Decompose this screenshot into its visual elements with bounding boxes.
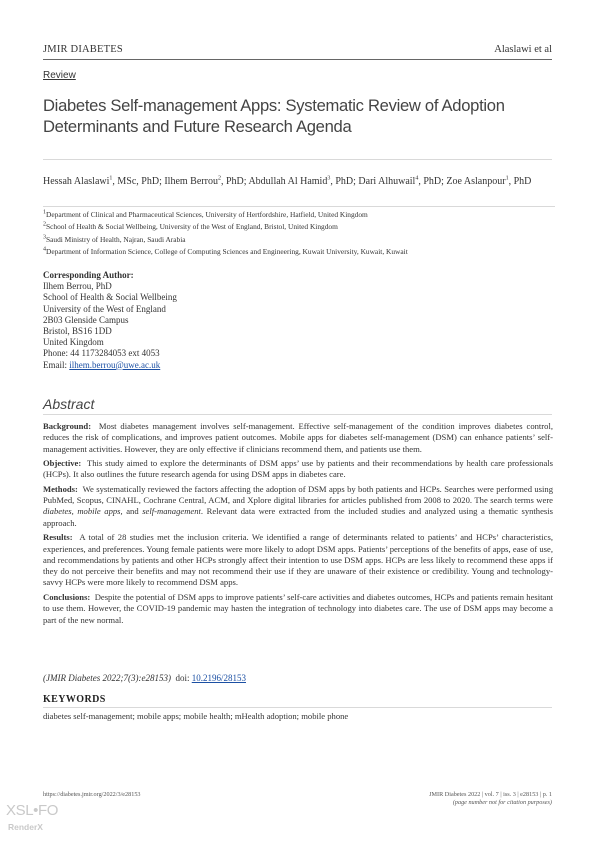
affiliation-number: 1 xyxy=(43,209,46,216)
author-degree: , PhD; xyxy=(220,176,249,187)
corresponding-author xyxy=(43,270,177,371)
corresponding-label: Corresponding Author: xyxy=(43,270,134,280)
author-affiliation-number: 3 xyxy=(327,175,331,182)
results-label: Results: xyxy=(43,532,73,543)
author-degree: , MSc, PhD; xyxy=(112,176,165,187)
affiliation-text: Department of Clinical and Pharmaceutical Sciences, University of Hertfordshire, Hatfield, United Kingdom xyxy=(46,210,368,219)
title-divider xyxy=(43,159,552,160)
methods-label: Methods: xyxy=(43,483,78,494)
abstract-conclusions xyxy=(43,592,553,626)
results-text: A total of 28 studies met the inclusion criteria. We identified a range of determinants related to patients’ and HCPs’ characteristics, experiences, and preferences. Young female patients were more likely to adopt DSM apps. Patients’ perceptions of the benefits of apps, ease of use, and recommendations by patients and other HCPs strongly affect their intention to use DSM apps. HCPs are less likely to recommend these apps if they do not perceive their benefits and may not recommend their use if they are unaware of their existence or credibility. Young and technology-savvy HCPs were more likely to recommend DSM apps. xyxy=(43,532,553,588)
email-label: Email: xyxy=(43,359,70,370)
affiliation-number: 4 xyxy=(43,246,46,253)
conclusions-text: Despite the potential of DSM apps to improve patients’ self-care activities and diabetes outcomes, HCPs and patients remain hesitant to use them. However, the COVID-19 pandemic may hasten the integration of technology into diabetes care. The use of DSM apps may become a part of the new normal. xyxy=(43,591,553,625)
methods-text: We systematically reviewed the factors affecting the adoption of DSM apps by both patients and HCPs. Searches were performed using PubMed, Scopus, CINAHL, Cochrane Central, ACM, and Xplore digital libraries for articles published from 2008 to 2020. The search terms were xyxy=(43,483,554,506)
corresponding-line: 2B03 Glenside Campus xyxy=(43,314,129,325)
keywords-divider xyxy=(43,707,552,708)
citation-ref: (JMIR Diabetes 2022;7(3):e28153) xyxy=(43,673,171,683)
conclusions-label: Conclusions: xyxy=(43,591,91,602)
footer-note: (page number not for citation purposes) xyxy=(452,799,552,807)
email-link[interactable]: ilhem.berrou@uwe.ac.uk xyxy=(69,359,161,370)
methods-conjunction: and xyxy=(122,506,143,517)
corresponding-line: United Kingdom xyxy=(43,337,104,348)
background-text: Most diabetes management involves self-management. Effective self-management of the condition improves diabetes control, reduces the risk of complications, and improves patient outcomes. Mobile apps for diabetes self-management (DSM) can enhance patients’ self-management activities. However, they are only effective if clinicians recommend them, and patients use them. xyxy=(43,421,554,454)
objective-label: Objective: xyxy=(43,458,82,469)
affiliation-number: 2 xyxy=(43,221,46,228)
author-degree: , PhD; xyxy=(418,176,447,187)
footer-url: https://diabetes.jmir.org/2022/3/e28153 xyxy=(43,791,141,798)
affiliation-item xyxy=(43,234,555,246)
renderx-watermark: RenderX xyxy=(8,822,43,832)
author-affiliation-number: 4 xyxy=(415,175,419,182)
affiliation-number: 3 xyxy=(43,234,46,241)
xslfo-watermark: XSL•FO xyxy=(6,802,59,819)
author-name: Zoe Aslanpour xyxy=(446,176,506,187)
abstract-objective xyxy=(43,458,553,481)
background-label: Background: xyxy=(43,421,92,431)
affiliation-item xyxy=(43,221,555,233)
affiliation-list xyxy=(43,206,555,259)
methods-search-term: self-management xyxy=(142,506,201,517)
author-affiliation-number: 1 xyxy=(505,175,509,182)
article-type: Review xyxy=(43,70,76,81)
affiliation-text: School of Health & Social Wellbeing, University of the West of England, Bristol, United Kingdom xyxy=(46,222,338,232)
keywords-list: diabetes self-management; mobile apps; mobile health; mHealth adoption; mobile phone xyxy=(43,711,349,721)
affiliation-text: Saudi Ministry of Health, Najran, Saudi Arabia xyxy=(46,234,186,244)
running-author: Alaslawi et al xyxy=(494,44,552,55)
abstract-body xyxy=(43,421,553,629)
corresponding-line: University of the West of England xyxy=(43,303,166,314)
doi-link[interactable]: 10.2196/28153 xyxy=(191,673,246,683)
doi-label: doi: xyxy=(175,673,192,683)
author-affiliation-number: 1 xyxy=(109,175,113,182)
keywords-heading: KEYWORDS xyxy=(43,694,106,705)
objective-text: This study aimed to explore the determinants of DSM apps’ use by patients and their recommendations by health care professionals (HCPs). It also outlines the future research agenda for using DSM apps in diabetes care. xyxy=(43,458,553,480)
corresponding-line: School of Health & Social Wellbeing xyxy=(43,292,177,303)
corresponding-line: Bristol, BS16 1DD xyxy=(43,326,112,337)
abstract-results xyxy=(43,532,553,588)
citation-line xyxy=(43,673,246,683)
abstract-divider xyxy=(43,414,552,415)
abstract-heading: Abstract xyxy=(43,396,95,412)
author-degree: , PhD; xyxy=(330,176,359,187)
abstract-background xyxy=(43,421,553,455)
author-name: Abdullah Al Hamid xyxy=(248,176,328,187)
author-affiliation-number: 2 xyxy=(217,175,221,182)
header-divider xyxy=(43,59,552,60)
methods-text-end: . Relevant data were extracted from the included studies and analyzed using a thematic synthesis approach. xyxy=(43,506,553,528)
affiliation-item xyxy=(43,209,555,221)
author-name: Ilhem Berrou xyxy=(164,176,218,187)
affiliation-text: Department of Information Science, College of Computing Sciences and Engineering, Kuwait University, Kuwait, Kuwait xyxy=(46,247,408,257)
abstract-methods xyxy=(43,484,553,529)
corresponding-line: Phone: 44 1173284053 ext 4053 xyxy=(43,348,160,359)
corresponding-line: Ilhem Berrou, PhD xyxy=(43,281,112,292)
footer-info xyxy=(429,791,552,808)
methods-search-terms: diabetes, mobile apps, xyxy=(43,506,123,517)
affiliation-item xyxy=(43,246,555,258)
article-title: Diabetes Self-management Apps: Systematic Review of Adoption Determinants and Future Research Agenda xyxy=(43,96,505,136)
author-name: Dari Alhuwail xyxy=(358,176,416,187)
author-name: Hessah Alaslawi xyxy=(43,176,110,187)
journal-name: JMIR DIABETES xyxy=(43,44,123,55)
footer-issue: JMIR Diabetes 2022 | vol. 7 | iss. 3 | e28153 | p. 1 xyxy=(429,791,552,798)
author-degree: , PhD xyxy=(508,176,532,187)
author-list xyxy=(43,175,555,189)
